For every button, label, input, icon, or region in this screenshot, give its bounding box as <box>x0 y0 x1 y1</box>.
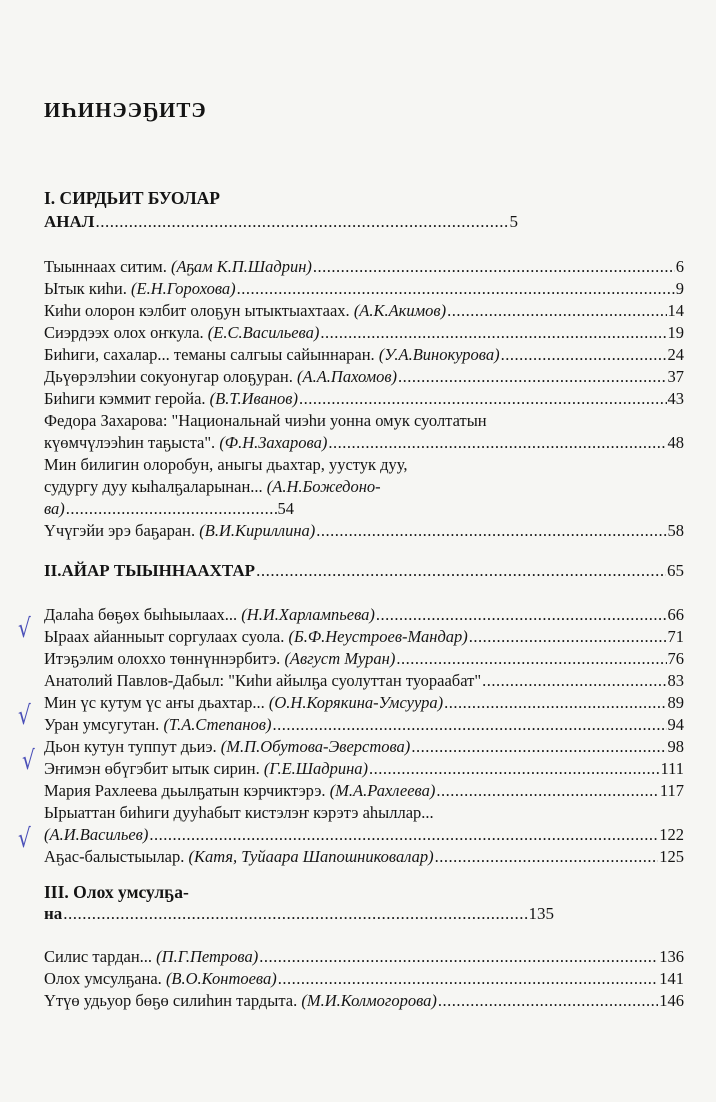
section-2-heading: II.АЙАР ТЫЫННААХТАР ..... 65 <box>44 560 684 582</box>
toc-entry: Мин үс кутум үс аҥы дьахтар... (О.Н.Корякина-Умсуура) ..... 89 <box>44 692 684 714</box>
section-3-heading: III. Олох умсулҕа- <box>44 882 189 902</box>
toc-entry-line: Федора Захарова: "Национальнай чиэһи уонна омук суолтатын <box>44 411 487 430</box>
toc-entry: Үчүгэйи эрэ баҕаран. (В.И.Кириллина) ..... 58 <box>44 520 684 542</box>
toc-entry: Уран умсугутан. (Т.А.Степанов) ..... 94 <box>44 714 684 736</box>
checkmark-annotation: √ <box>18 822 31 854</box>
section-1-intro: АНАЛ ..... 5 <box>44 211 518 233</box>
toc-entry: күөмчүлээһин таҕыста". (Ф.Н.Захарова) ..... 48 <box>44 432 684 454</box>
toc-entry: Үтүө удьуор бөҕө силиһин тардыта. (М.И.Колмогорова) ..... 146 <box>44 990 684 1012</box>
toc-entry: Дьүөрэлэһии сокуонугар олоҕуран. (А.А.Пахомов) ..... 37 <box>44 366 684 388</box>
toc-entry: (А.И.Васильев) ..... 122 <box>44 824 684 846</box>
toc-entry: Киһи олорон кэлбит олоҕун ытыктыахтаах. (А.К.Акимов) ..... 14 <box>44 300 684 322</box>
toc-entry: Далаһа бөҕөх быһыылаах... (Н.И.Харлампьева) ..... 66 <box>44 604 684 626</box>
section-3-intro: на ..... 135 <box>44 903 554 925</box>
toc-entry: Ыраах айанныыт соргулаах суола. (Б.Ф.Неустроев-Мандар) ..... 71 <box>44 626 684 648</box>
toc-entry: Силис тардан... (П.Г.Петрова) ..... 136 <box>44 946 684 968</box>
toc-entry-line: Мин билигин олоробун, аныгы дьахтар, уустук дуу, <box>44 455 408 474</box>
toc-entry: Дьон кутун туппут дьиэ. (М.П.Обутова-Эверстова) ..... 98 <box>44 736 684 758</box>
toc-entry: Ытык киһи. (Е.Н.Горохова) ..... 9 <box>44 278 684 300</box>
checkmark-annotation: √ <box>18 699 31 731</box>
toc-entry: Олох умсулҕана. (В.О.Контоева) ..... 141 <box>44 968 684 990</box>
checkmark-annotation: √ <box>22 744 35 776</box>
checkmark-annotation: √ <box>18 612 31 644</box>
toc-entry: Тыыннаах ситим. (Аҕам К.П.Шадрин) ..... 6 <box>44 256 684 278</box>
toc-entry: Биһиги кэммит геройа. (В.Т.Иванов) ..... 43 <box>44 388 684 410</box>
toc-entry-line: судургу дуу кыһалҕаларынан... (А.Н.Божедоно- <box>44 477 381 496</box>
toc-entry: Биһиги, сахалар... теманы салгыы сайыннаран. (У.А.Винокурова) ..... 24 <box>44 344 684 366</box>
toc-entry: ва) ..... 54 <box>44 498 294 520</box>
toc-entry: Анатолий Павлов-Дабыл: "Киһи айылҕа суолуттан туораабат" ..... 83 <box>44 670 684 692</box>
toc-entry: Сиэрдээх олох оҥкула. (Е.С.Васильева) ..... 19 <box>44 322 684 344</box>
toc-entry: Мария Рахлеева дьылҕатын кэрчиктэрэ. (М.А.Рахлеева) ..... 117 <box>44 780 684 802</box>
toc-entry: Итэҕэлим олоххо төннүннэрбитэ. (Август Муран) ..... 76 <box>44 648 684 670</box>
page-title: ИҺИНЭЭҔИТЭ <box>44 98 207 122</box>
section-1-heading: I. СИРДЬИТ БУОЛАР <box>44 188 220 208</box>
toc-entry: Аҕас-балыстыылар. (Катя, Туйаара Шапошниковалар) ..... 125 <box>44 846 684 868</box>
toc-entry-line: Ырыаттан биһиги дууһабыт кистэлэҥ кэрэтэ аһыллар... <box>44 803 434 822</box>
toc-entry: Эҥимэн өбүгэбит ытык сирин. (Г.Е.Шадрина) ..... 111 <box>44 758 684 780</box>
